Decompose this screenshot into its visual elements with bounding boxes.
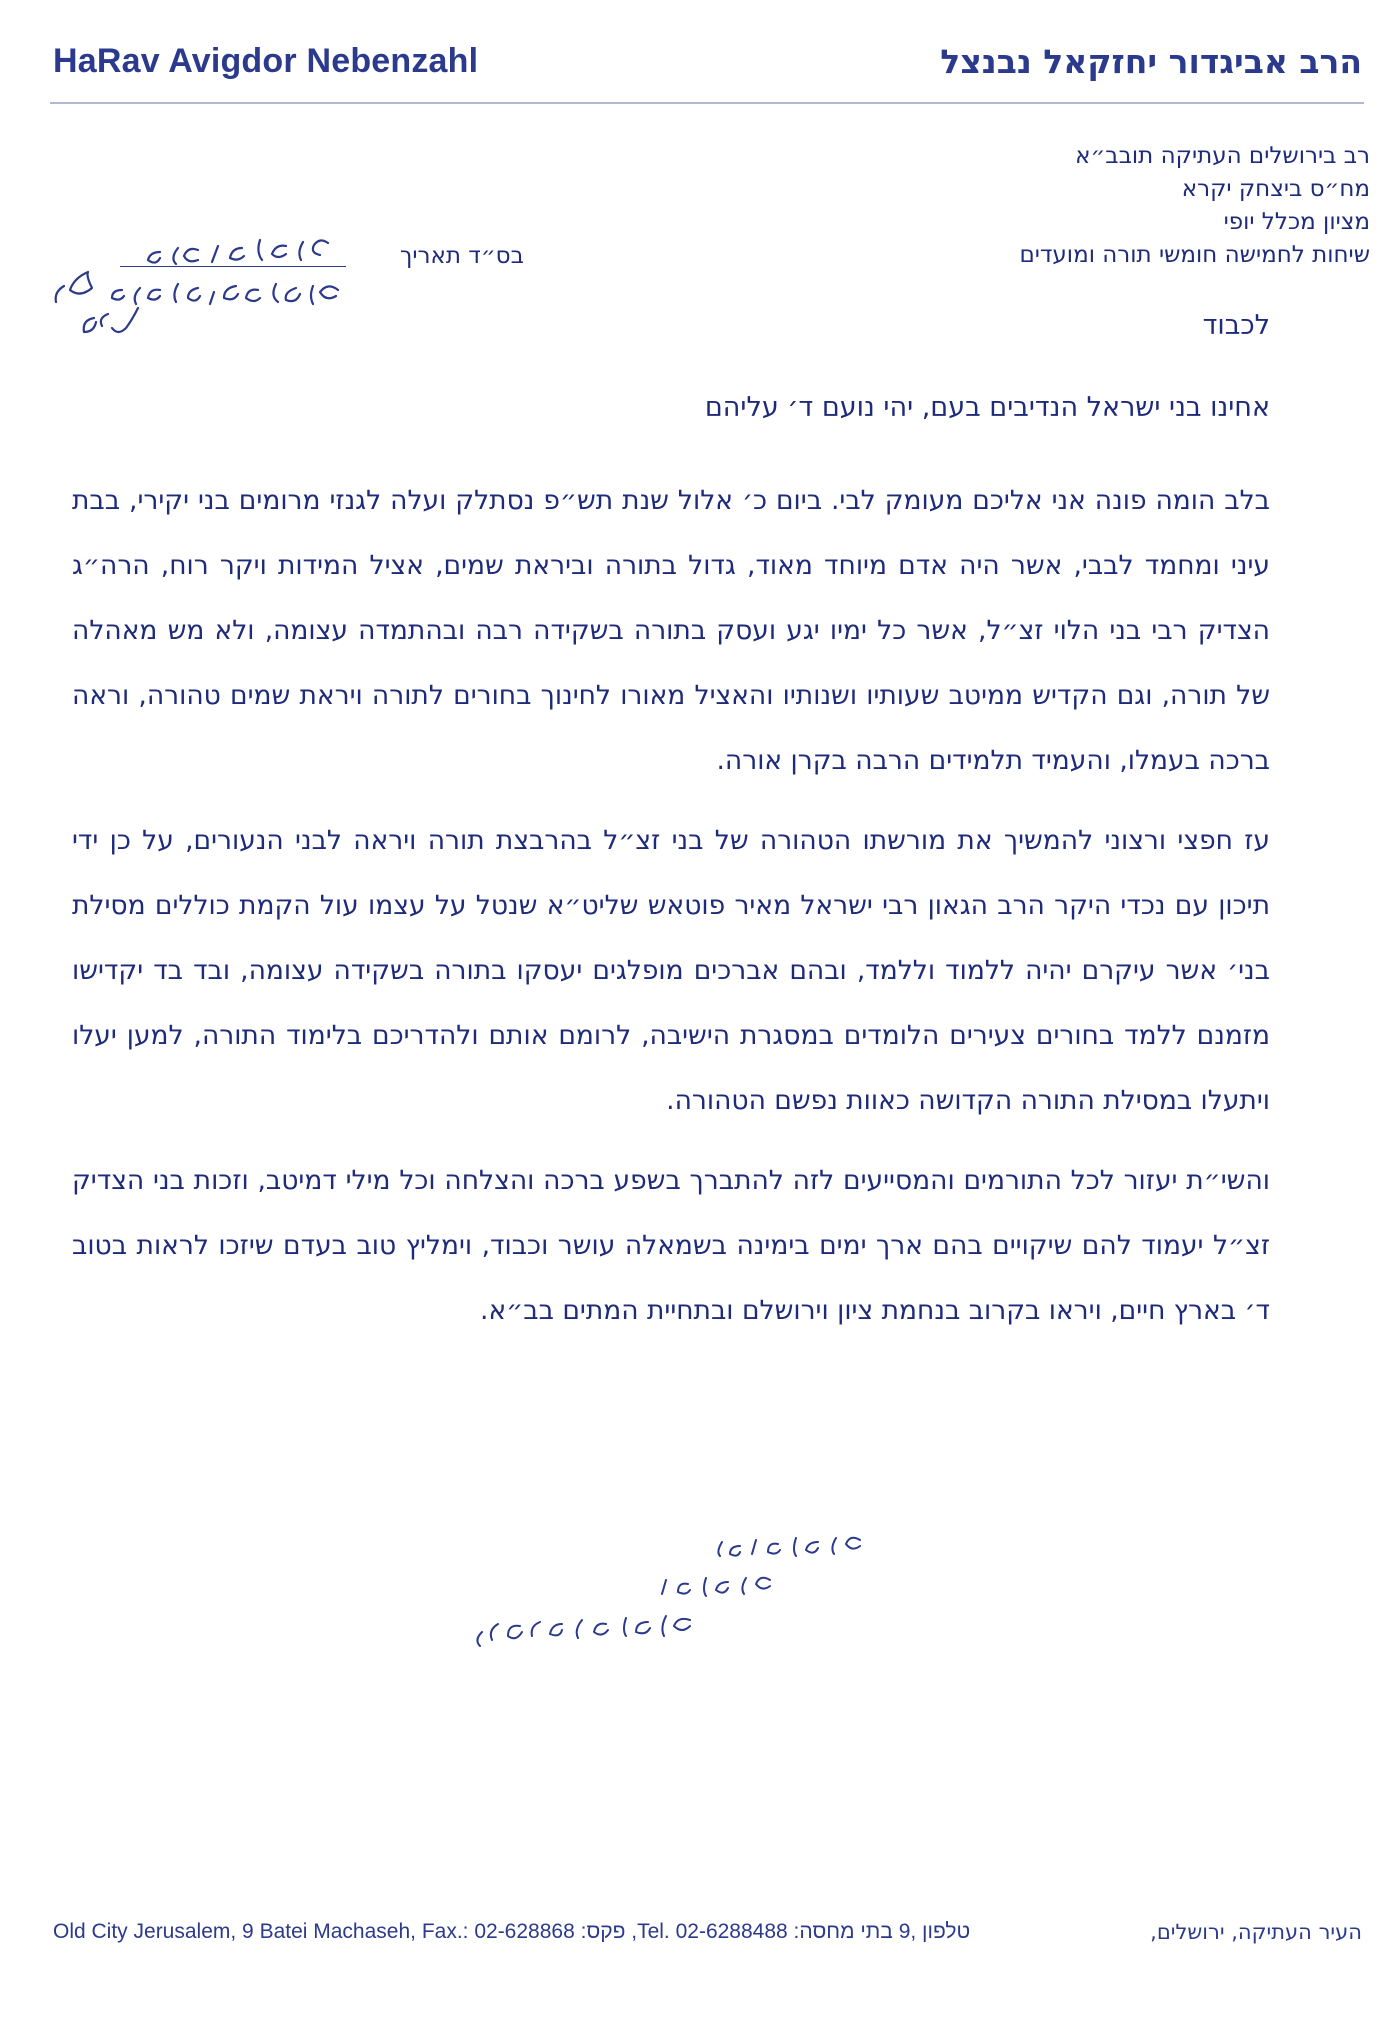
letter-paragraph: והשי״ת יעזור לכל התורמים והמסייעים לזה להתברך בשפע ברכה והצלחה וכל מילי דמיטב, וזכות בני הצדיק זצ״ל יעמוד להם שיקויים בהם ארך ימים בימינה בשמאלה עושר וכבוד, וימליץ טוב בעדם שיזכו לראות בטוב ד׳ בארץ חיים, ויראו בקרוב בנחמת ציון וירושלם ובתחיית המתים בב״א. bbox=[72, 1165, 1270, 1326]
date-label: בס״ד תאריך bbox=[400, 243, 524, 269]
salutation: לכבוד bbox=[1202, 310, 1270, 341]
title-line: שיחות לחמישה חומשי תורה ומועדים bbox=[1019, 242, 1370, 268]
handwritten-signature bbox=[440, 1520, 900, 1670]
footer-address-hebrew: העיר העתיקה, ירושלים, bbox=[1150, 1920, 1362, 1944]
letterhead-footer bbox=[53, 1920, 1362, 1950]
title-line: רב בירושלים העתיקה תובב״א bbox=[1075, 143, 1370, 169]
letter-paragraph: בלב הומה פונה אני אליכם מעומק לבי. ביום כ׳ אלול שנת תש״פ נסתלק ועלה לגנזי מרומים בני יקירי, בבת עיני ומחמד לבבי, אשר היה אדם מיוחד מאוד, גדול בתורה וביראת שמים, אציל המידות ויקר רוח, הרה״ג הצדיק רבי בני הלוי זצ״ל, אשר כל ימיו יגע ועסק בתורה בשקידה רבה ובהתמדה עצומה, ולא מש מאהלה של תורה, וגם הקדיש ממיטב שעותיו ושנותיו והאציל מאורו לחינוך בחורים לתורה ויראת שמים טהורה, וראה ברכה בעמלו, והעמיד תלמידים הרבה בקרן אורה. bbox=[72, 485, 1270, 776]
footer-address-english: Old City Jerusalem, 9 Batei Machaseh, Fax.: 02-628868 :פקס ,Tel. 02-6288488 :טלפון ,9 בתי מחסה bbox=[53, 1920, 971, 1943]
header-divider bbox=[50, 102, 1364, 104]
letter-paragraph: עז חפצי ורצוני להמשיך את מורשתו הטהורה של בני זצ״ל בהרבצת תורה ויראה לבני הנעורים, על כן ידי תיכון עם נכדי היקר הרב הגאון רבי ישראל מאיר פוטאש שליט״א שנטל על עצמו עול הקמת כוללים מסילת בני׳ אשר עיקרם יהיה ללמוד וללמד, ובהם אברכים מופלגים יעסקו בתורה בשקידה עצומה, ובד בד יקדישו מזמנם ללמד בחורים צעירים הלומדים במסגרת הישיבה, לרומם אותם ולהדריכם בלימוד התורה, למען יעלו ויתעלו במסילת התורה הקדושה כאוות נפשם הטהורה. bbox=[72, 825, 1270, 1116]
title-line: מציון מכלל יופי bbox=[1223, 209, 1370, 235]
title-line: מח״ס ביצחק יקרא bbox=[1181, 176, 1370, 202]
letter-body bbox=[72, 468, 1270, 1358]
letterhead-name-hebrew: הרב אביגדור יחזקאל נבנצל bbox=[940, 42, 1362, 81]
rabbi-titles-block bbox=[1019, 140, 1370, 272]
handwritten-date bbox=[28, 228, 358, 348]
address-line: אחינו בני ישראל הנדיבים בעם, יהי נועם ד׳ עליהם bbox=[704, 392, 1270, 423]
letterhead-name-english: HaRav Avigdor Nebenzahl bbox=[53, 42, 479, 80]
